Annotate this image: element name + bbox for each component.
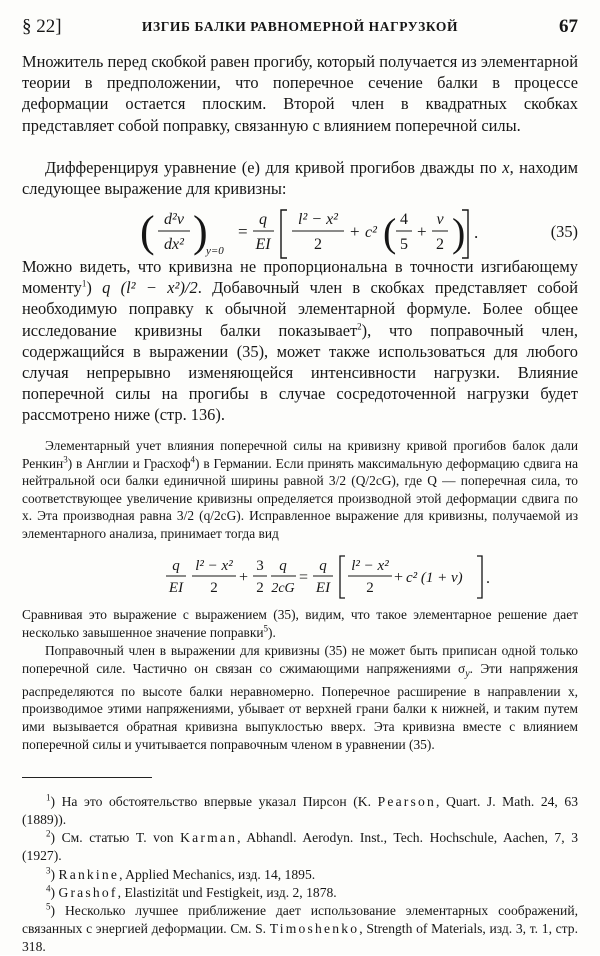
footnote-author: Rankine [58,867,120,882]
sigma-subscript: y [465,668,470,680]
bracket-numerator: l² − x² [351,558,389,574]
ei-denominator: EI [255,236,271,253]
footnote-author: Pearson [377,794,437,809]
fraction-4-num: 4 [400,211,408,228]
equation-elementary-formula [0,550,600,604]
fraction-3-num: 3 [256,558,264,574]
footnote-5 [22,902,578,956]
lhs-subscript: y=0 [206,245,224,257]
c-squared-term: c² (1 + ν) [406,570,463,586]
plus-sign: + [394,569,404,586]
paren-left: ( [140,207,155,256]
paragraph-text: . Добавочный член в скобках представляет собой необходимую поправку к обычной элементарной формуле. Более общее исследование кривизны балки показывает [22,278,578,340]
footnote-text: ) На это обстоятельство впервые указал Пирсон (K. [50,794,378,809]
term-numerator: l² − x² [195,558,233,574]
footnote-4 [22,884,578,902]
bracket-right [477,556,482,598]
footnote-text: , Strength of Materials, изд. 3, т. 1, стр. 318. [22,921,578,954]
paragraph-curvature: Можно видеть, что кривизна не пропорциональна в точности изгибающему моменту$^1$) q (l² − x²)/2. Добавочный член в скобках представляет собой необходимую поправку к обычной элементарной формуле. Более общее исследование кривизны балки показывает$^2$), что поправочный член, содержащийся в выражении (35), может также использоваться для любого случая непрерывно изменяющейся интенсивности нагрузки. Влияние поперечной силы на прогибы в случае сосредоточенной нагрузки будет рассмотрено ниже (стр. 136). [22,257,578,425]
paren-left: ( [383,210,397,255]
footnote-text: ) [50,867,59,882]
footnote-divider [22,777,152,778]
equation-number: (35) [550,222,578,241]
small-paragraph-rankine: Элементарный учет влияния поперечной силы на кривизну кривой прогибов балок дали Ренкин$^3$) в Англии и Грасхоф$^4$) в Германии. Если принять максимальную деформацию сдвига на нейтральной оси балки единичной ширины равной 3/2 (Q/2cG), где Q — поперечная сила, то соответствующее увеличение кривизны определяется производной этой деформации сдвига по x. Эта производная равна 3/2 (q/2cG). Исправленное выражение для кривизны, получаемой из элементарного анализа, принимает тогда вид [22,438,579,541]
fraction-nu-num: ν [436,211,444,228]
paragraph-text: в Германии. Если принять максимальную деформацию сдвига на нейтральной оси балки единичной ширины равной 3/2 (Q/2cG), где Q — поперечная сила, то соответствующее увеличение кривизны определяется производной этой деформации сдвига по x. Эта производная равна 3/2 (q/2cG). Исправленное выражение для кривизны, получаемой из элементарного анализа, принимает тогда вид [22,455,579,541]
equals-sign: = [238,222,248,241]
paren-right: ) [193,207,208,256]
fraction-2-den: 2 [256,580,264,596]
footnote-1 [22,793,578,829]
footnote-text: , Quart. J. Math. 24, 63 (1889)). [22,794,578,827]
small-paragraph-comparison: Сравнивая это выражение с выражением (35), видим, что такое элементарное решение дает несколько завышенное значение поправки$^5$). [22,607,578,640]
fraction-5-den: 5 [400,236,408,253]
paragraph-differentiation [22,157,578,199]
bracket-denominator: 2 [366,580,374,596]
footnote-ref: 2 [357,321,362,332]
bracket-numerator: l² − x² [298,211,338,228]
small-paragraph-compression [22,642,578,753]
bracket-left [340,556,345,598]
paragraph-text: Элементарный учет влияния поперечной силы на кривизну кривой прогибов балок дали Ренкин [22,438,578,471]
q-numerator: q [172,558,180,574]
lhs-denominator: dx² [164,236,184,253]
footnote-mark: 1 [46,792,51,803]
paragraph-text: Дифференцируя уравнение (е) для кривой прогибов дважды по [45,158,503,177]
bending-moment-formula: q (l² − x²)/2 [102,278,198,298]
footnote-text: ) Несколько лучшее приближение дает использование элементарных соображений, связанных с энергией деформации. См. S. [22,903,578,936]
footnote-mark: 2 [46,828,51,839]
paragraph-deflection-factor [22,51,578,136]
footnote-author: Grashof [58,885,118,900]
paragraph-text: Можно видеть, что кривизна не пропорциональна в точности изгибающему моменту [22,257,578,298]
equals-sign: = [299,569,309,586]
footnote-text: , Applied Mechanics, изд. 14, 1895. [119,867,316,882]
running-header [22,16,578,42]
period: . [474,223,479,242]
section-number: § 22] [22,16,62,37]
bracket-denominator: 2 [314,236,322,253]
ei-denominator: EI [315,580,331,596]
page-number: 67 [559,16,578,37]
footnote-mark: 5 [46,901,51,912]
footnote-mark: 4 [46,883,51,894]
paragraph-text: , находим следующее выражение для кривизны: [22,158,578,199]
paragraph-text: . [272,624,276,640]
running-title: ИЗГИБ БАЛКИ РАВНОМЕРНОЙ НАГРУЗКОЙ [141,19,459,34]
footnote-2 [22,829,578,865]
footnote-author: Timoshenko [269,921,360,936]
lhs-numerator: d²v [164,211,184,228]
plus-sign: + [350,222,360,241]
fraction-2-den: 2 [436,236,444,253]
footnote-ref: 5 [263,623,269,634]
footnote-ref: 1 [81,278,87,289]
q-numerator: q [319,558,327,574]
q-numerator: q [259,211,267,228]
paragraph-text: Множитель перед скобкой равен прогибу, который получается из элементарной теории в предположении, что поперечное сечение балки в процессе деформации остается плоским. Второй член в квадратных скобках представляет собой поправку, связанную с влиянием поперечной силы. [22,52,578,135]
equation-elementary-curvature [0,550,600,604]
variable-x: x [502,158,510,177]
footnote-text: ) [50,885,59,900]
term-denominator: 2 [210,580,218,596]
period: . [486,570,490,587]
plus-sign: + [239,569,249,586]
bracket-left [281,210,287,258]
paragraph-text: в Англии и Грасхоф [72,455,191,471]
plus-sign: + [417,222,427,241]
2cg-denominator: 2cG [271,581,295,596]
footnote-ref: 4 [190,454,196,465]
footnote-mark: 3 [46,865,51,876]
footnote-text: , Abhandl. Aerodyn. Inst., Tech. Hochschule, Aachen, 7, 3 (1927). [22,830,578,863]
paragraph-text: Поправочный член в выражении для кривизны (35) не может быть приписан одной только поперечной силе. Частично он связан со сжимающими напряжениями σ [22,643,578,676]
paragraph-text: , что поправочный член, содержащийся в выражении (35), может также использоваться для любого случая непрерывно изменяющейся интенсивности нагрузки. Влияние поперечной силы на прогибы в случае сосредоточенной нагрузки будет рассмотрено ниже (стр. 136). [22,320,578,425]
c-squared: c² [365,224,377,241]
footnote-text: , Elastizität und Festigkeit, изд. 2, 1878. [117,885,337,900]
ei-denominator: EI [168,580,184,596]
footnote-text: ) См. статью T. von [50,830,181,845]
footnote-author: Karman [180,830,238,845]
q-numerator: q [279,558,287,574]
footnote-3 [22,866,578,884]
paragraph-text: Сравнивая это выражение с выражением (35), видим, что такое элементарное решение дает несколько завышенное значение поправки [22,607,578,640]
paren-right: ) [452,210,466,255]
footnote-ref: 3 [63,454,68,465]
paragraph-text: . Эти напряжения распределяются по высоте балки неравномерно. Поперечное расширение в направлении x, производимое этими напряжениями, убывает от верхней грани балки к нижней, и таким путем ими вызывается обратная кривизна выпуклостью вверх. Эта кривизна вместе с влиянием поперечной силы и учитывается поправочным членом в уравнении (35). [22,660,578,752]
